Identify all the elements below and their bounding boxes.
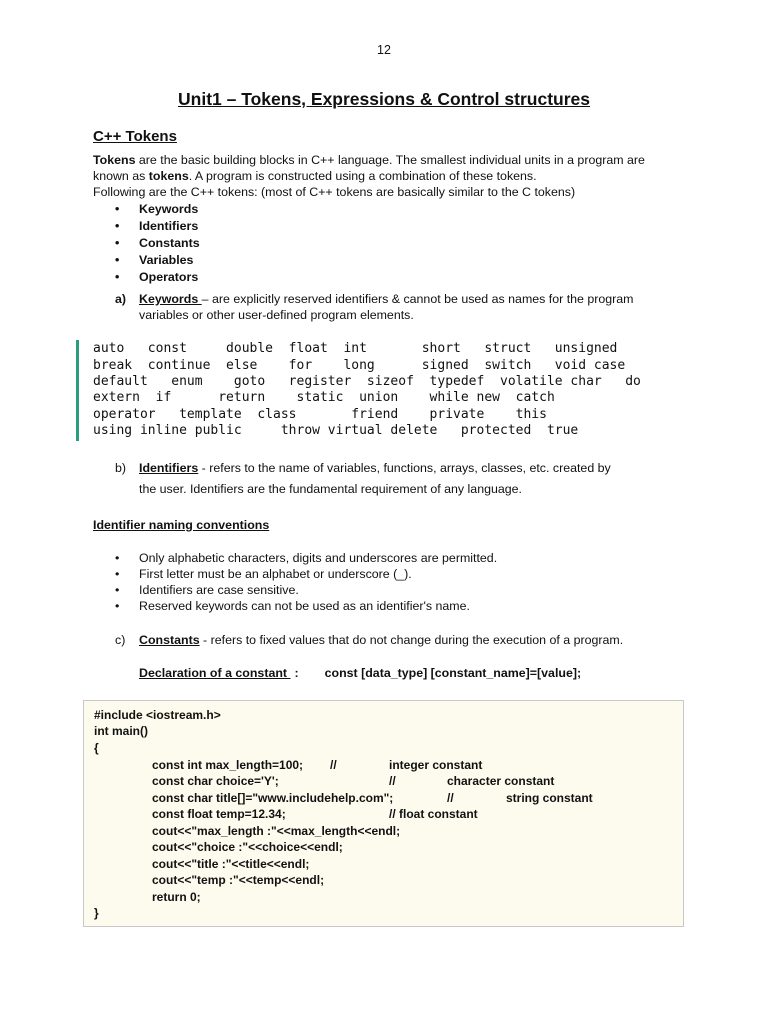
intro-line-2 [93, 168, 693, 184]
code-line: cout<<"max_length :"<<max_length<<endl; [152, 824, 401, 838]
identifiers-definition-line-1 [115, 460, 715, 476]
list-item-label: Constants [139, 236, 200, 250]
code-comment-slash: // [447, 791, 454, 805]
code-line: const float temp=12.34; [152, 807, 286, 821]
list-item-label: Keywords [139, 202, 199, 216]
list-item: • First letter must be an alphabet or underscore (_). [115, 567, 412, 581]
code-line: cout<<"temp :"<<temp<<endl; [152, 873, 325, 887]
list-item: • Reserved keywords can not be used as an identifier's name. [115, 599, 470, 613]
code-comment-slash: // [330, 758, 337, 772]
code-line: const char choice='Y'; [152, 774, 279, 788]
keyword-line: extern if return static union while new catch [93, 390, 555, 405]
page-number: 12 [377, 43, 391, 57]
constants-term: Constants [139, 633, 200, 647]
keyword-line: operator template class friend private this [93, 407, 547, 422]
intro-line-2-text: . A program is constructed using a combination of these tokens. [188, 169, 537, 183]
tokens-term: Tokens [93, 153, 136, 167]
intro-line-3: Following are the C++ tokens: (most of C++ tokens are basically similar to the C tokens) [93, 185, 576, 199]
keywords-definition-line-1 [115, 291, 715, 307]
list-item: • Identifiers are case sensitive. [115, 583, 299, 597]
code-line: cout<<"choice :"<<choice<<endl; [152, 840, 343, 854]
identifiers-term: Identifiers [139, 461, 199, 475]
keywords-definition-line-2: variables or other user-defined program elements. [139, 308, 414, 322]
item-label: a) [115, 292, 127, 306]
intro-line-1 [93, 152, 693, 168]
list-item: • Keywords [115, 202, 199, 216]
list-item-label: Operators [139, 270, 199, 284]
code-line: const int max_length=100; [152, 758, 304, 772]
keyword-line: auto const double float int short struct unsigned [93, 341, 618, 356]
tokens-term-2: tokens [148, 169, 189, 183]
code-line: const char title[]="www.includehelp.com"; [152, 791, 394, 805]
keyword-line: using inline public throw virtual delete protected true [93, 423, 579, 438]
naming-heading: Identifier naming conventions [93, 518, 270, 532]
code-line: int main() [94, 724, 148, 738]
identifiers-definition-line-2: the user. Identifiers are the fundamental requirement of any language. [139, 482, 522, 496]
code-line: #include <iostream.h> [94, 708, 221, 722]
keywords-text: – are explicitly reserved identifiers & cannot be used as names for the program [201, 292, 634, 306]
code-comment: string constant [506, 791, 593, 805]
code-line: return 0; [152, 890, 201, 904]
section-heading: C++ Tokens [93, 128, 177, 145]
list-item: • Identifiers [115, 219, 199, 233]
declaration-line [139, 665, 739, 681]
list-item: • Operators [115, 270, 199, 284]
code-comment: integer constant [389, 758, 483, 772]
code-comment: // float constant [389, 807, 478, 821]
identifiers-text: - refers to the name of variables, functions, arrays, classes, etc. created by [198, 461, 611, 475]
code-comment: character constant [447, 774, 555, 788]
keyword-line: break continue else for long signed switch void case [93, 358, 626, 373]
declaration-syntax: const [data_type] [constant_name]=[value]; [324, 666, 582, 680]
list-item-label: First letter must be an alphabet or underscore (_). [139, 567, 412, 581]
keywords-block [76, 340, 699, 441]
item-label: c) [115, 633, 126, 647]
list-item: • Only alphabetic characters, digits and underscores are permitted. [115, 551, 498, 565]
code-line: cout<<"title :"<<title<<endl; [152, 857, 310, 871]
list-item-label: Reserved keywords can not be used as an identifier's name. [139, 599, 470, 613]
constants-definition [115, 632, 715, 648]
list-item-label: Identifiers [139, 219, 199, 233]
naming-rules-list [115, 550, 497, 614]
list-item: • Constants [115, 236, 200, 250]
keyword-line: default enum goto register sizeof typedef volatile char do [93, 374, 641, 389]
list-item-label: Identifiers are case sensitive. [139, 583, 299, 597]
constants-text: - refers to fixed values that do not change during the execution of a program. [199, 633, 624, 647]
token-list [115, 201, 200, 286]
code-example-box [83, 700, 684, 927]
keywords-term: Keywords [139, 292, 202, 306]
intro-line-1-text: are the basic building blocks in C++ language. The smallest individual units in a program are [135, 153, 645, 167]
declaration-label: Declaration of a constant [139, 666, 291, 680]
intro-line-2-start: known as [93, 169, 149, 183]
declaration-colon: : [294, 666, 299, 680]
code-line: } [94, 906, 99, 920]
code-comment-slash: // [389, 774, 396, 788]
code-line: { [94, 741, 99, 755]
list-item: • Variables [115, 253, 194, 267]
item-label: b) [115, 461, 127, 475]
list-item-label: Variables [139, 253, 194, 267]
list-item-label: Only alphabetic characters, digits and underscores are permitted. [139, 551, 498, 565]
page-title: Unit1 – Tokens, Expressions & Control structures [178, 89, 590, 109]
